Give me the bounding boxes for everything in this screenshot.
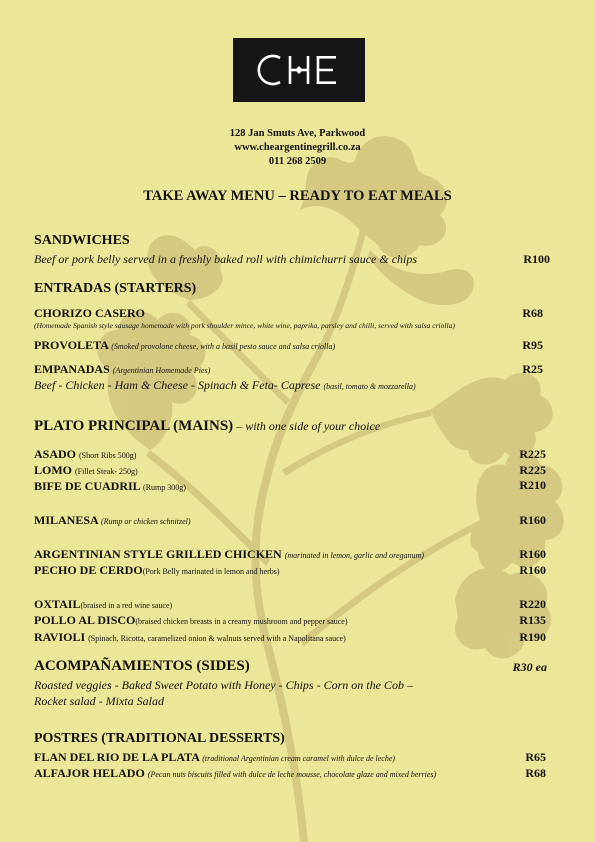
note-grilled-chicken: (marinated in lemon, garlic and oreganum) xyxy=(284,551,424,560)
mains-subheading: – with one side of your choice xyxy=(233,419,381,433)
sides-price: R30 ea xyxy=(512,660,547,674)
price-bife-de-cuadril: R210 xyxy=(519,478,546,492)
item-bife-row xyxy=(34,479,186,494)
item-ravioli: RAVIOLI xyxy=(34,630,86,644)
price-milanesa: R160 xyxy=(519,513,546,527)
section-heading-entradas: ENTRADAS (STARTERS) xyxy=(34,281,197,296)
logo-wordmark-icon xyxy=(250,50,348,90)
note-chorizo-casero: (Homemade Spanish style sausage homemade with pork shoulder mince, white wine, paprika, parsley and chilli, served with salsa criolla) xyxy=(34,321,455,330)
item-milanesa: MILANESA xyxy=(34,513,99,527)
section-heading-sandwiches: SANDWICHES xyxy=(34,233,130,248)
section-heading-mains: PLATO PRINCIPAL (MAINS) xyxy=(34,418,234,434)
price-asado: R225 xyxy=(519,447,546,461)
note-milanesa: (Rump or chicken schnitzel) xyxy=(101,517,191,526)
price-ravioli: R190 xyxy=(519,630,546,644)
item-provoleta: PROVOLETA xyxy=(34,338,109,352)
note-pollo-al-disco: (braised chicken breasts in a creamy mushroom and pepper sauce) xyxy=(135,617,348,626)
item-grilled-chicken: ARGENTINIAN STYLE GRILLED CHICKEN xyxy=(34,547,282,561)
item-pecho-de-cerdo: PECHO DE CERDO xyxy=(34,563,143,577)
price-pollo-al-disco: R135 xyxy=(519,613,546,627)
item-asado-row xyxy=(34,447,136,462)
item-milanesa-row xyxy=(34,513,191,528)
item-lomo: LOMO xyxy=(34,463,72,477)
item-oxtail-row xyxy=(34,597,172,612)
note-bife-de-cuadril: (Rump 300g) xyxy=(143,483,186,492)
price-empanadas: R25 xyxy=(522,362,543,376)
sides-list-line-1: Roasted veggies - Baked Sweet Potato with Honey - Chips - Corn on the Cob – xyxy=(34,678,413,692)
restaurant-address-block xyxy=(0,127,595,169)
item-pollo-row xyxy=(34,613,348,628)
item-flan: FLAN DEL RIO DE LA PLATA xyxy=(34,750,200,764)
note-flan: (traditional Argentinian cream caramel with dulce de leche) xyxy=(202,754,396,763)
empanadas-flavours-row xyxy=(34,378,416,393)
item-alfajor-row xyxy=(34,766,436,781)
item-flan-row xyxy=(34,750,395,765)
note-oxtail: (braised in a red wine sauce) xyxy=(80,601,173,610)
item-pollo-al-disco: POLLO AL DISCO xyxy=(34,613,136,627)
sides-list-line-2: Rocket salad - Mixta Salad xyxy=(34,694,164,708)
price-chorizo-casero: R68 xyxy=(522,306,543,320)
price-oxtail: R220 xyxy=(519,597,546,611)
empanadas-flavours-note: (basil, tomato & mozzarella) xyxy=(323,382,416,391)
section-heading-desserts: POSTRES (TRADITIONAL DESSERTS) xyxy=(34,731,285,746)
price-lomo: R225 xyxy=(519,463,546,477)
empanadas-flavours: Beef - Chicken - Ham & Cheese - Spinach & Feta- Caprese xyxy=(34,378,321,392)
note-ravioli: (Spinach, Ricotta, caramelized onion & walnuts served with a Napolitana sauce) xyxy=(88,634,346,643)
phone-number: 011 268 2509 xyxy=(268,156,327,167)
website-link[interactable]: www.cheargentinegrill.co.za xyxy=(234,142,361,153)
note-provoleta: (Smoked provolone cheese, with a basil pesto sauce and salsa criolla) xyxy=(111,342,336,351)
section-heading-mains-row xyxy=(34,418,380,435)
item-provoleta-row xyxy=(34,338,335,353)
sandwiches-price: R100 xyxy=(523,252,550,266)
item-lomo-row xyxy=(34,463,138,478)
price-pecho-de-cerdo: R160 xyxy=(519,563,546,577)
item-pecho-row xyxy=(34,563,280,578)
price-alfajor-helado: R68 xyxy=(525,766,546,780)
note-empanadas: (Argentinian Homemade Pies) xyxy=(112,366,211,375)
note-alfajor-helado: (Pecan nuts biscuits filled with dulce de leche mousse, chocolate glaze and mixed berries) xyxy=(147,770,437,779)
item-empanadas: EMPANADAS xyxy=(34,362,110,376)
menu-title: TAKE AWAY MENU – READY TO EAT MEALS xyxy=(143,188,452,204)
item-alfajor-helado: ALFAJOR HELADO xyxy=(34,766,145,780)
price-grilled-chicken: R160 xyxy=(519,547,546,561)
sandwiches-description: Beef or pork belly served in a freshly baked roll with chimichurri sauce & chips xyxy=(34,252,418,266)
price-provoleta: R95 xyxy=(522,338,543,352)
item-bife-de-cuadril: BIFE DE CUADRIL xyxy=(34,479,141,493)
price-flan: R65 xyxy=(525,750,546,764)
item-ravioli-row xyxy=(34,630,346,645)
section-heading-sides: ACOMPAÑAMIENTOS (SIDES) xyxy=(34,658,250,674)
item-oxtail: OXTAIL xyxy=(34,597,81,611)
note-asado: (Short Ribs 500g) xyxy=(79,451,137,460)
street-address: 128 Jan Smuts Ave, Parkwood xyxy=(229,128,366,139)
item-empanadas-row xyxy=(34,362,210,377)
item-asado: ASADO xyxy=(34,447,77,461)
item-chorizo-casero: CHORIZO CASERO xyxy=(34,306,146,320)
note-pecho-de-cerdo: (Pork Belly marinated in lemon and herbs) xyxy=(142,567,280,576)
note-lomo: (Fillet Steak- 250g) xyxy=(75,467,138,476)
che-logo xyxy=(233,38,365,102)
item-grilled-chicken-row xyxy=(34,547,424,562)
